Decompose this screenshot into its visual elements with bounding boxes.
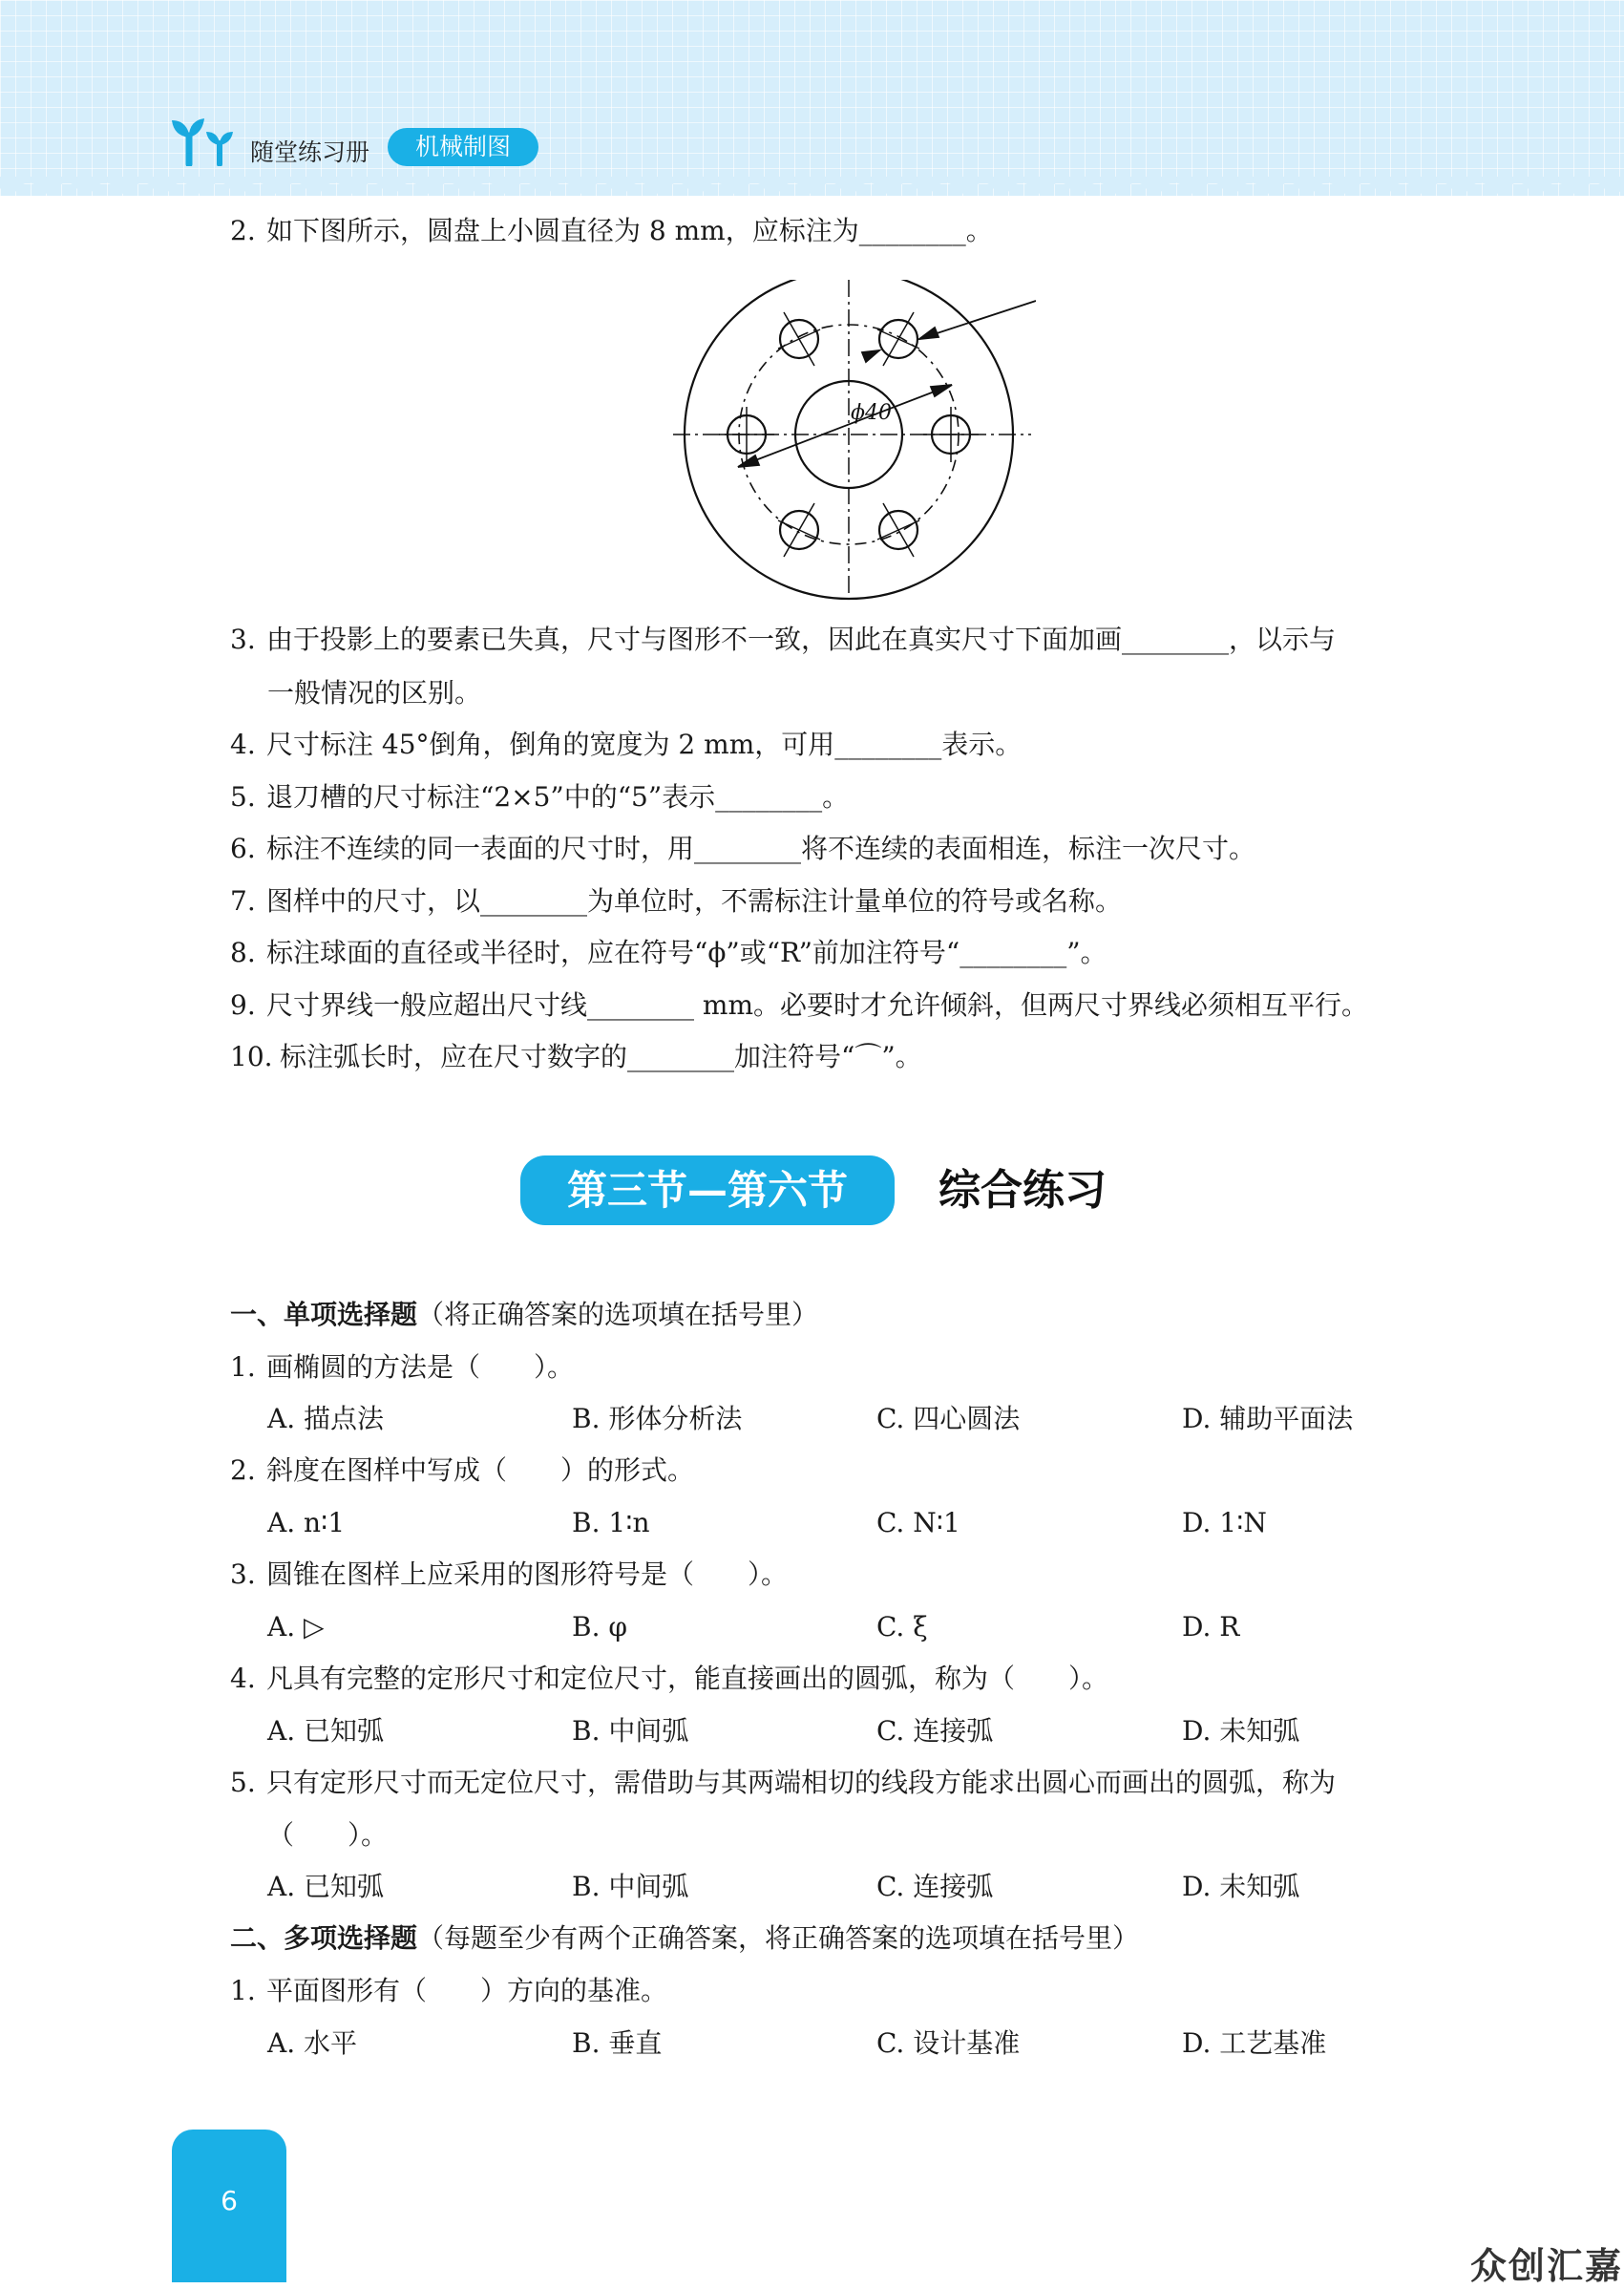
option-d: D. 1∶N bbox=[1182, 1507, 1267, 1538]
option-c: C. 连接弧 bbox=[876, 1871, 994, 1902]
section-pill: 第三节—第六节 bbox=[520, 1155, 895, 1225]
fill-question-8: 8. 标注球面的直径或半径时，应在符号“ϕ”或“R”前加注符号“________”。 bbox=[230, 937, 1107, 968]
choice-question-5-cont: （ ）。 bbox=[267, 1819, 389, 1851]
option-a: A. ▷ bbox=[267, 1611, 325, 1643]
option-b: B. 中间弧 bbox=[572, 1715, 689, 1747]
option-b: B. 垂直 bbox=[572, 2027, 663, 2059]
fill-question-10: 10. 标注弧长时，应在尺寸数字的________加注符号“⌒”。 bbox=[230, 1041, 922, 1072]
option-c: C. 设计基准 bbox=[876, 2027, 1021, 2059]
option-a: A. 水平 bbox=[267, 2027, 358, 2059]
option-d: D. 未知弧 bbox=[1182, 1871, 1300, 1902]
choice-question-4: 4. 凡具有完整的定形尺寸和定位尺寸，能直接画出的圆弧，称为（ ）。 bbox=[230, 1663, 1109, 1694]
fill-question-3-cont: 一般情况的区别。 bbox=[267, 677, 482, 709]
option-c: C. ξ bbox=[876, 1611, 928, 1643]
option-a: A. 已知弧 bbox=[267, 1715, 385, 1747]
fill-question-2: 2. 如下图所示，圆盘上小圆直径为 8 mm，应标注为________。 bbox=[230, 215, 993, 246]
fill-question-9: 9. 尺寸界线一般应超出尺寸线________ mm。必要时才允许倾斜，但两尺寸界线必须相互平行。 bbox=[230, 989, 1369, 1021]
option-d: D. 未知弧 bbox=[1182, 1715, 1300, 1747]
fill-question-7: 7. 图样中的尺寸，以________为单位时，不需标注计量单位的符号或名称。 bbox=[230, 885, 1123, 917]
option-a: A. 描点法 bbox=[267, 1403, 385, 1434]
page-number: 6 bbox=[172, 2130, 286, 2282]
choice-question-5: 5. 只有定形尺寸而无定位尺寸，需借助与其两端相切的线段方能求出圆心而画出的圆弧，称为 bbox=[230, 1767, 1337, 1798]
option-d: D. 辅助平面法 bbox=[1182, 1403, 1354, 1434]
sprout-logo-icon bbox=[170, 115, 237, 166]
header-band bbox=[0, 0, 1624, 196]
subject-badge: 机械制图 bbox=[388, 128, 538, 166]
section-title: 综合练习 bbox=[939, 1166, 1107, 1215]
part1-heading: 一、单项选择题（将正确答案的选项填在括号里） bbox=[230, 1299, 819, 1330]
fill-question-4: 4. 尺寸标注 45°倒角，倒角的宽度为 2 mm，可用________表示。 bbox=[230, 729, 1023, 760]
flange-diagram bbox=[673, 280, 1036, 602]
fill-question-3: 3. 由于投影上的要素已失真，尺寸与图形不一致，因此在真实尺寸下面加画________，以示与 bbox=[230, 624, 1337, 655]
option-d: D. 工艺基准 bbox=[1182, 2027, 1327, 2059]
option-b: B. 形体分析法 bbox=[572, 1403, 743, 1434]
fill-question-6: 6. 标注不连续的同一表面的尺寸时，用________将不连续的表面相连，标注一次尺寸。 bbox=[230, 833, 1256, 864]
watermark: 众创汇嘉 bbox=[1470, 2245, 1624, 2287]
option-c: C. 四心圆法 bbox=[876, 1403, 1021, 1434]
part2-heading: 二、多项选择题（每题至少有两个正确答案，将正确答案的选项填在括号里） bbox=[230, 1922, 1140, 1954]
option-d: D. R bbox=[1182, 1611, 1240, 1643]
option-c: C. 连接弧 bbox=[876, 1715, 994, 1747]
option-b: B. φ bbox=[572, 1611, 627, 1643]
brand-title: 随堂练习册 bbox=[250, 138, 370, 166]
fill-question-5: 5. 退刀槽的尺寸标注“2×5”中的“5”表示________。 bbox=[230, 781, 850, 813]
header-wave bbox=[0, 177, 1624, 205]
choice-question-1: 1. 画椭圆的方法是（ ）。 bbox=[230, 1351, 575, 1383]
diameter-label: ϕ40 bbox=[851, 401, 892, 425]
option-b: B. 中间弧 bbox=[572, 1871, 689, 1902]
option-c: C. N∶1 bbox=[876, 1507, 960, 1538]
choice-question-2: 2. 斜度在图样中写成（ ）的形式。 bbox=[230, 1454, 695, 1486]
option-a: A. 已知弧 bbox=[267, 1871, 385, 1902]
multi-question-1: 1. 平面图形有（ ）方向的基准。 bbox=[230, 1975, 668, 2006]
option-b: B. 1∶n bbox=[572, 1507, 650, 1538]
choice-question-3: 3. 圆锥在图样上应采用的图形符号是（ ）。 bbox=[230, 1558, 789, 1590]
option-a: A. n∶1 bbox=[267, 1507, 346, 1538]
